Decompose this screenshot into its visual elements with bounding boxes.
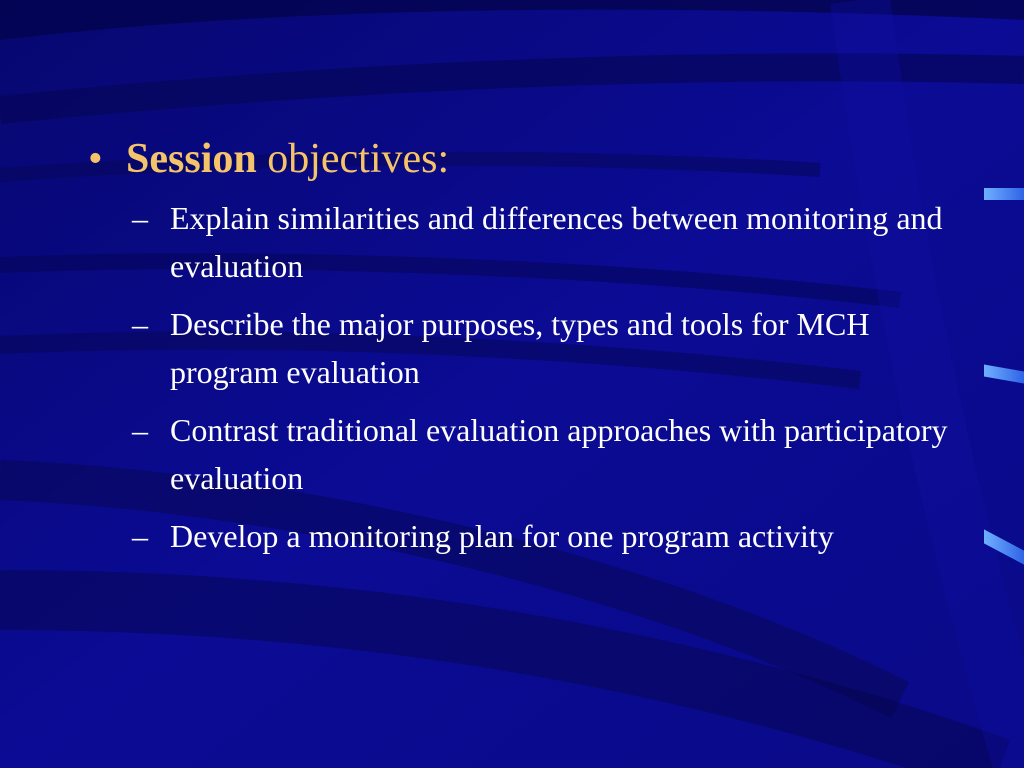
slide-content	[88, 132, 948, 570]
heading-rest: objectives:	[256, 136, 450, 182]
heading-text	[126, 132, 449, 186]
dash-icon: –	[132, 306, 148, 342]
objectives-list	[132, 194, 948, 560]
main-bullet	[88, 132, 948, 186]
list-item	[132, 406, 948, 502]
dash-icon: –	[132, 518, 148, 554]
list-item	[132, 300, 948, 396]
list-item	[132, 512, 948, 560]
heading-bold-word: Session	[126, 136, 257, 182]
side-accent-mark	[984, 188, 1024, 200]
list-item	[132, 194, 948, 290]
list-item-text: Develop a monitoring plan for one program activity	[170, 518, 834, 554]
list-item-text: Describe the major purposes, types and tools for MCH program evaluation	[170, 306, 870, 390]
dash-icon: –	[132, 412, 148, 448]
dash-icon: –	[132, 200, 148, 236]
list-item-text: Contrast traditional evaluation approaches with participatory evaluation	[170, 412, 948, 496]
bullet-icon: •	[88, 136, 103, 182]
list-item-text: Explain similarities and differences between monitoring and evaluation	[170, 200, 943, 284]
